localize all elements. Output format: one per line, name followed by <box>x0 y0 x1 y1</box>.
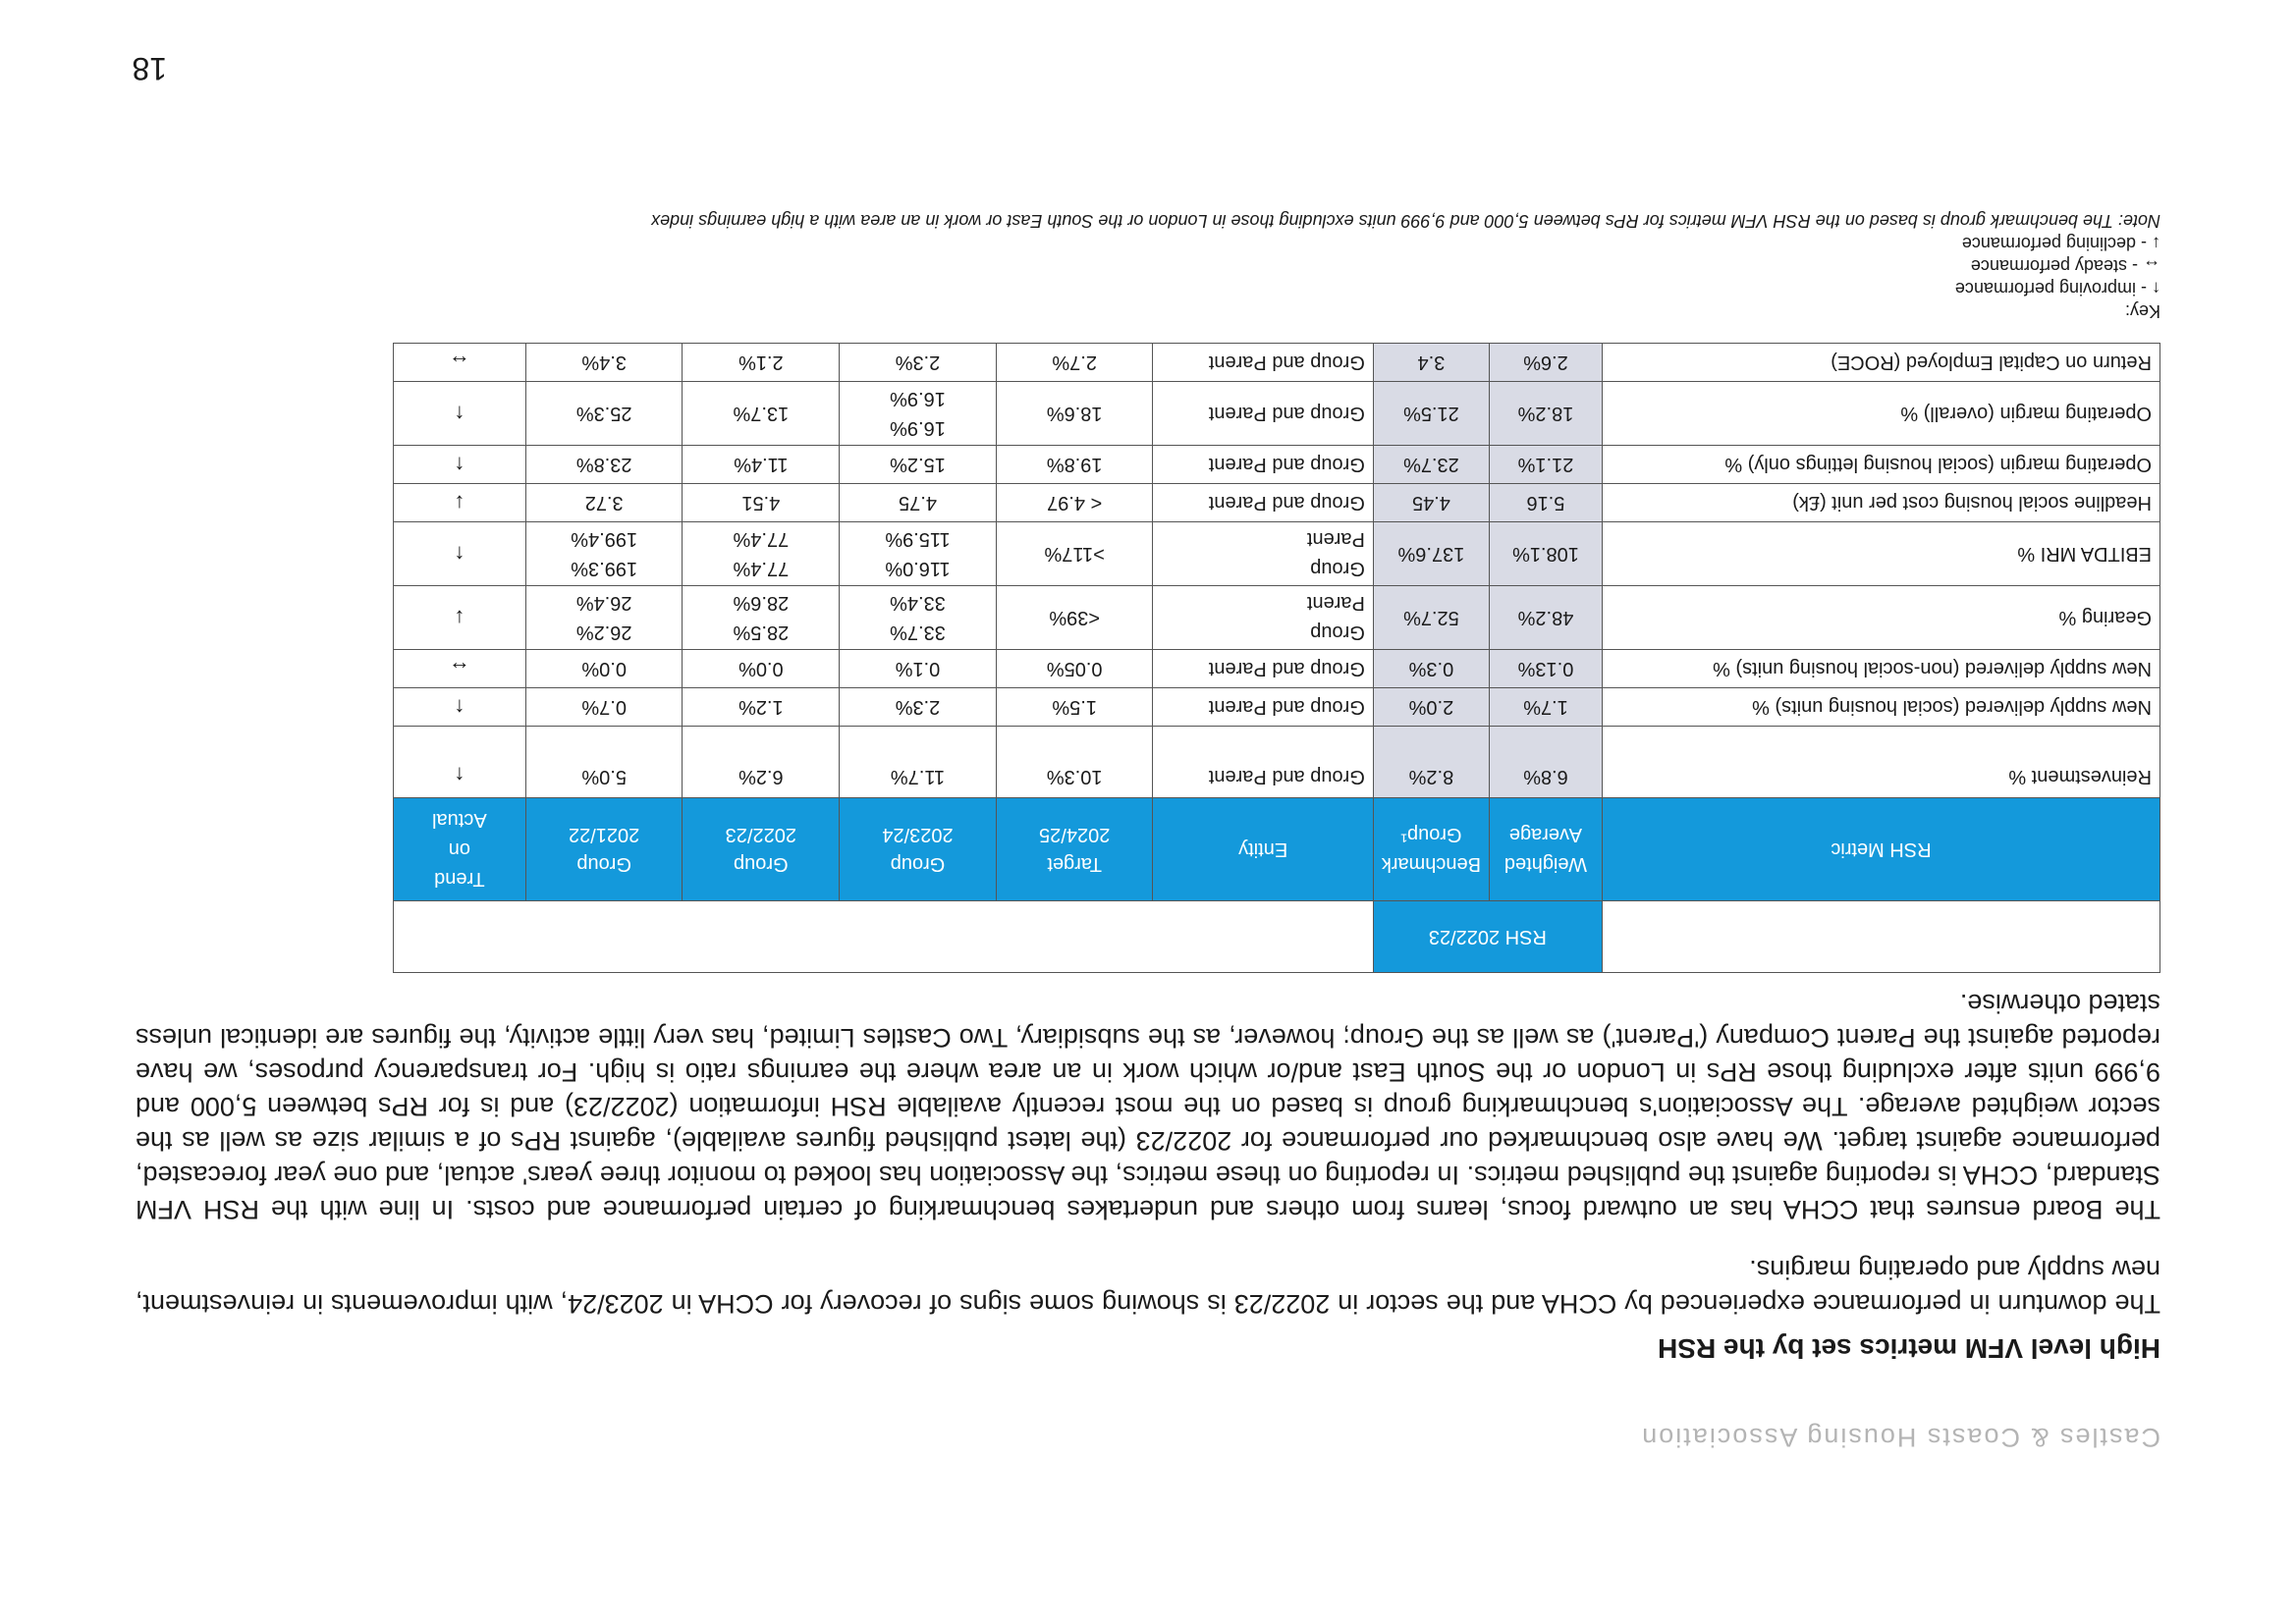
table-caption: RSH 2022/23 <box>1373 901 1602 973</box>
g2223-value: 13.7% <box>683 382 840 446</box>
g2223-value: 2.1% <box>683 344 840 382</box>
weighted-value: 18.2% <box>1489 382 1602 446</box>
entity-value: Group Parent <box>1153 586 1373 650</box>
g2324-value: 116.0% 115.9% <box>840 522 997 586</box>
key-title: Key: <box>2124 301 2160 321</box>
weighted-value: 1.7% <box>1489 688 1602 727</box>
key-declining: ↓ - declining performance <box>1961 234 2160 253</box>
benchmark-value: 52.7% <box>1373 586 1489 650</box>
table-key <box>651 209 2160 322</box>
table-row <box>394 586 2160 650</box>
weighted-value: 48.2% <box>1489 586 1602 650</box>
benchmark-value: 4.45 <box>1373 484 1489 522</box>
weighted-value: 0.13% <box>1489 650 1602 688</box>
benchmark-paragraph: The Board ensures that CCHA has an outward focus, learns from others and undertakes benchmarking of certain performance and costs. In line with the RSH VFM Standard, CCHA is reporting against the published metrics. In reporting on these metrics, the Association has looked to monitor three years' actual, and one year forecasted, performance against target. We have also benchmarked our performance for 2022/23 (the latest published figures available), against RPs of a similar size as well as the sector weighted average. The Association's benchmarking group is based on the most recently available RSH information (2022/23) and is for RPs between 5,000 and 9,999 units after excluding those RPs in London or the South East and/or which work in an area where the earnings ratio is high. For transparency purposes, we have reported against the Parent Company ('Parent') as well as the Group; however, as the subsidiary, Two Castles Limited, has very little activity, the figures are identical unless stated otherwise. <box>136 989 2160 1224</box>
col-header-benchmark: Benchmark Group¹ <box>1373 798 1489 901</box>
g2122-value: 26.2% 26.4% <box>525 586 683 650</box>
entity-value: Group and Parent <box>1153 446 1373 484</box>
metric-label: Operating margin (social housing lettings only) % <box>1602 446 2159 484</box>
table-row <box>394 727 2160 798</box>
key-improving: ↑ - improving performance <box>1954 279 2160 298</box>
target-value: 1.5% <box>996 688 1153 727</box>
metric-label: Headline social housing cost per unit (£k) <box>1602 484 2159 522</box>
entity-value: Group and Parent <box>1153 344 1373 382</box>
g2324-value: 33.7% 33.4% <box>840 586 997 650</box>
vfm-metrics-table <box>393 343 2160 973</box>
entity-value: Group and Parent <box>1153 382 1373 446</box>
trend-arrow-icon: ↑ <box>394 446 526 484</box>
col-header-g2223: Group 2022/23 <box>683 798 840 901</box>
table-header-row <box>394 798 2160 901</box>
g2122-value: 25.3% <box>525 382 683 446</box>
trend-arrow-icon: ↓ <box>394 586 526 650</box>
weighted-value: 2.6% <box>1489 344 1602 382</box>
g2223-value: 0.0% <box>683 650 840 688</box>
metric-label: New supply delivered (social housing units) % <box>1602 688 2159 727</box>
g2324-value: 0.1% <box>840 650 997 688</box>
benchmark-value: 137.6% <box>1373 522 1489 586</box>
table-row <box>394 522 2160 586</box>
g2324-value: 4.75 <box>840 484 997 522</box>
g2324-value: 16.9% 16.9% <box>840 382 997 446</box>
g2223-value: 11.4% <box>683 446 840 484</box>
benchmark-value: 23.7% <box>1373 446 1489 484</box>
weighted-value: 108.1% <box>1489 522 1602 586</box>
target-value: < 4.97 <box>996 484 1153 522</box>
trend-arrow-icon: ↑ <box>394 382 526 446</box>
key-steady: ↔ - steady performance <box>1970 256 2160 276</box>
benchmark-value: 2.0% <box>1373 688 1489 727</box>
g2122-value: 3.4% <box>525 344 683 382</box>
trend-arrow-icon: ↑ <box>394 688 526 727</box>
entity-value: Group and Parent <box>1153 727 1373 798</box>
target-value: 19.8% <box>996 446 1153 484</box>
col-header-entity: Entity <box>1153 798 1373 901</box>
table-row <box>394 688 2160 727</box>
weighted-value: 6.8% <box>1489 727 1602 798</box>
weighted-value: 21.1% <box>1489 446 1602 484</box>
g2122-value: 5.0% <box>525 727 683 798</box>
table-row <box>394 446 2160 484</box>
entity-value: Group and Parent <box>1153 484 1373 522</box>
target-value: 0.05% <box>996 650 1153 688</box>
g2223-value: 6.2% <box>683 727 840 798</box>
table-row <box>394 484 2160 522</box>
table-row <box>394 382 2160 446</box>
page-header: Castles & Coasts Housing Association <box>1640 1423 2160 1452</box>
benchmark-value: 3.4 <box>1373 344 1489 382</box>
col-header-weighted: Weighted Average <box>1489 798 1602 901</box>
g2122-value: 3.72 <box>525 484 683 522</box>
trend-arrow-icon: ↔ <box>394 344 526 382</box>
col-header-g2122: Group 2021/22 <box>525 798 683 901</box>
intro-paragraph: The downturn in performance experienced by CCHA and the sector in 2022/23 is showing some signs of recovery for CCHA in 2023/24, with improvements in reinvestment, new supply and operating margins. <box>136 1255 2160 1319</box>
trend-arrow-icon: ↔ <box>394 650 526 688</box>
g2122-value: 199.3% 199.4% <box>525 522 683 586</box>
metric-label: Reinvestment % <box>1602 727 2159 798</box>
page-number: 18 <box>132 51 167 86</box>
target-value: <39% <box>996 586 1153 650</box>
target-value: 2.7% <box>996 344 1153 382</box>
g2223-value: 28.5% 28.6% <box>683 586 840 650</box>
key-note: Note: The benchmark group is based on the RSH VFM metrics for RPs between 5,000 and 9,999 units excluding those in London or the South East or work in an area with a high earnings index <box>651 211 2160 231</box>
col-header-trend: Trend on Actual <box>394 798 526 901</box>
metric-label: Gearing % <box>1602 586 2159 650</box>
entity-value: Group and Parent <box>1153 650 1373 688</box>
col-header-g2324: Group 2023/24 <box>840 798 997 901</box>
entity-value: Group and Parent <box>1153 688 1373 727</box>
g2223-value: 1.2% <box>683 688 840 727</box>
g2324-value: 2.3% <box>840 688 997 727</box>
g2122-value: 0.7% <box>525 688 683 727</box>
entity-value: Group Parent <box>1153 522 1373 586</box>
col-header-metric: RSH Metric <box>1602 798 2159 901</box>
benchmark-value: 8.2% <box>1373 727 1489 798</box>
target-value: >117% <box>996 522 1153 586</box>
g2324-value: 11.7% <box>840 727 997 798</box>
benchmark-value: 21.5% <box>1373 382 1489 446</box>
trend-arrow-icon: ↓ <box>394 484 526 522</box>
metric-label: New supply delivered (non-social housing units) % <box>1602 650 2159 688</box>
trend-arrow-icon: ↑ <box>394 727 526 798</box>
g2223-value: 77.4% 77.4% <box>683 522 840 586</box>
metric-label: EBITDA MRI % <box>1602 522 2159 586</box>
col-header-target: Target 2024/25 <box>996 798 1153 901</box>
g2122-value: 0.0% <box>525 650 683 688</box>
g2223-value: 4.51 <box>683 484 840 522</box>
trend-arrow-icon: ↑ <box>394 522 526 586</box>
target-value: 10.3% <box>996 727 1153 798</box>
table-row <box>394 650 2160 688</box>
metric-label: Operating margin (overall) % <box>1602 382 2159 446</box>
g2122-value: 23.8% <box>525 446 683 484</box>
g2324-value: 15.2% <box>840 446 997 484</box>
metric-label: Return on Capital Employed (ROCE) <box>1602 344 2159 382</box>
weighted-value: 5.16 <box>1489 484 1602 522</box>
g2324-value: 2.3% <box>840 344 997 382</box>
target-value: 18.6% <box>996 382 1153 446</box>
benchmark-value: 0.3% <box>1373 650 1489 688</box>
section-heading: High level VFM metrics set by the RSH <box>1658 1333 2160 1364</box>
table-row <box>394 344 2160 382</box>
